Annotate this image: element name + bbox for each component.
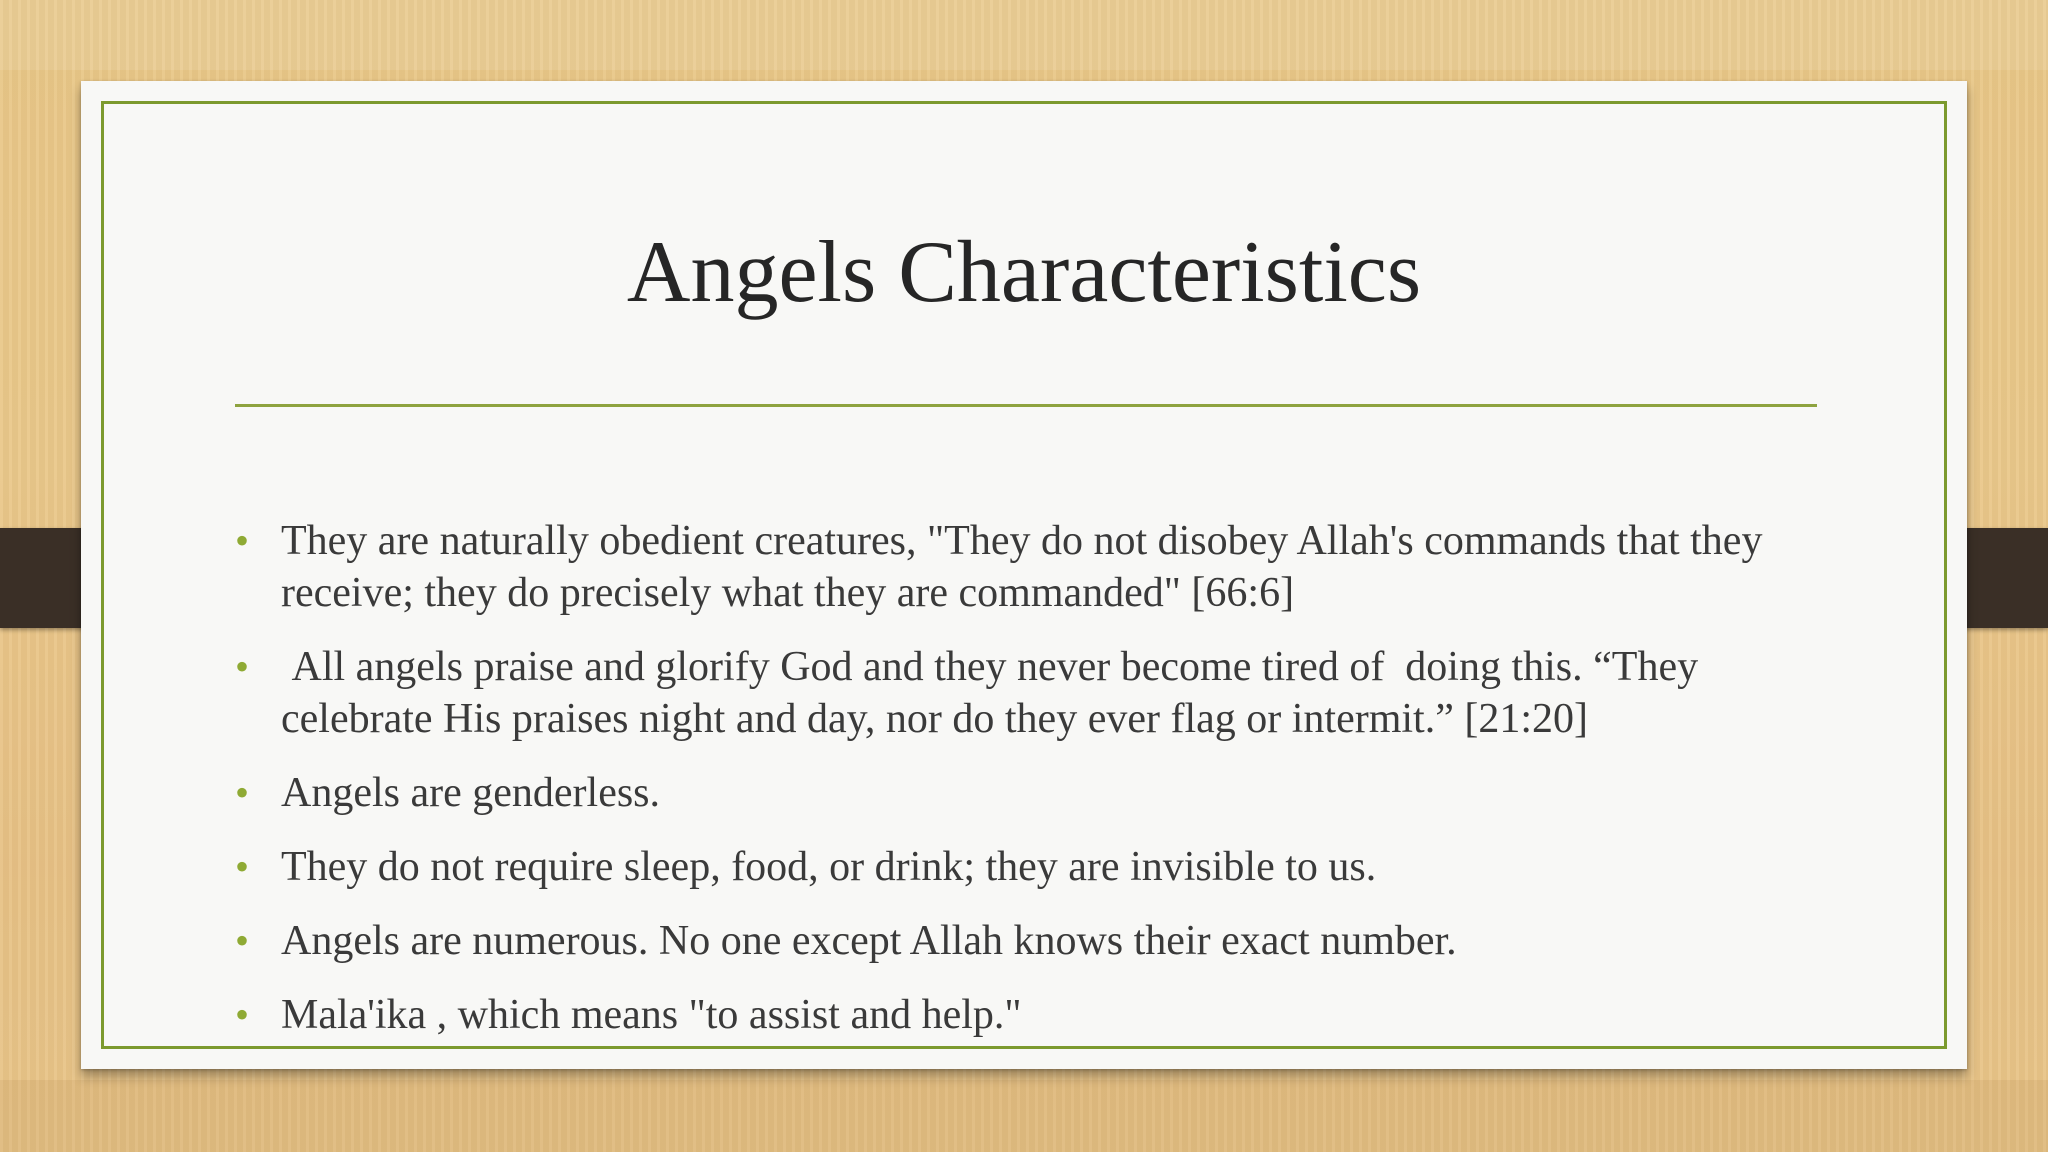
bullet-text: They do not require sleep, food, or drink; they are invisible to us. [281, 844, 1377, 890]
bullet-text: All angels praise and glorify God and they never become tired of doing this. “They celebrate His praises night and day, nor do they ever flag or intermit.” [21:20] [281, 644, 1709, 742]
wood-background-band [0, 0, 2048, 70]
bullet-item [235, 641, 1835, 745]
bullet-icon: • [235, 918, 250, 963]
wood-background-band [0, 1080, 2048, 1152]
bullet-item [235, 841, 1835, 893]
bullet-item [235, 915, 1835, 967]
slide-card [81, 81, 1967, 1069]
bullet-icon: • [235, 992, 250, 1037]
bullet-icon: • [235, 844, 250, 889]
bullet-text: Mala'ika , which means "to assist and help." [281, 992, 1022, 1038]
bullet-icon: • [235, 518, 250, 563]
bullet-item [235, 767, 1835, 819]
bullet-icon: • [235, 770, 250, 815]
bullet-item [235, 989, 1835, 1041]
bullet-icon: • [235, 644, 250, 689]
bullet-text: Angels are genderless. [281, 770, 661, 816]
bullet-list [235, 515, 1835, 1063]
title-divider [235, 404, 1817, 407]
slide-title: Angels Characteristics [626, 224, 1422, 321]
bullet-text: Angels are numerous. No one except Allah knows their exact number. [281, 918, 1457, 964]
bullet-item [235, 515, 1835, 619]
bullet-text: They are naturally obedient creatures, "They do not disobey Allah's commands that they receive; they do precisely what they are commanded" [66:6] [281, 518, 1763, 616]
